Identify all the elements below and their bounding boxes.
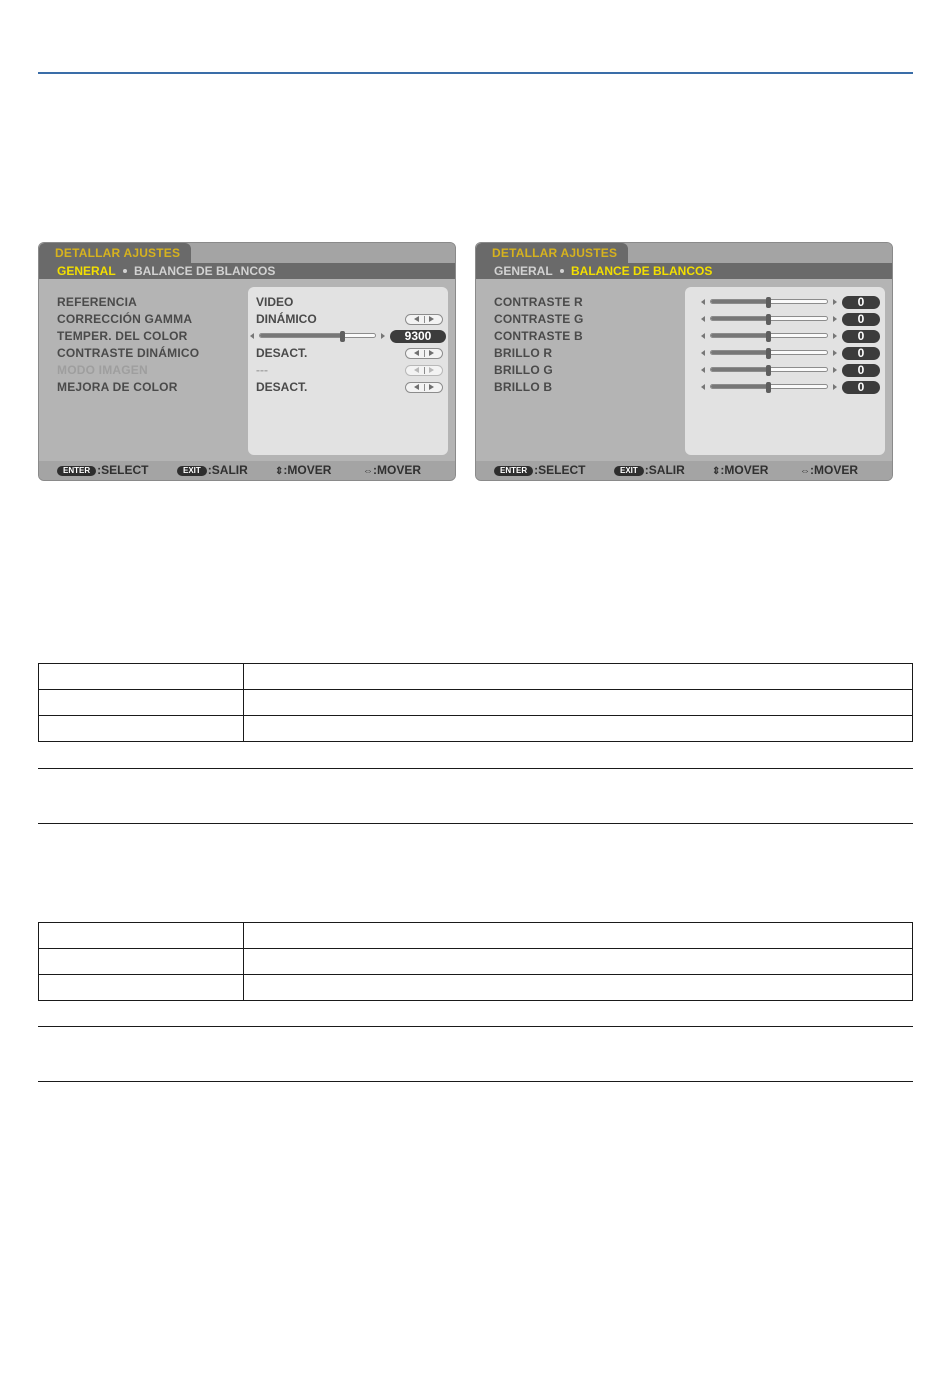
setting-label-contraste-b: CONTRASTE B (494, 329, 583, 343)
right-arrow-icon (429, 367, 434, 373)
slider-knob[interactable] (766, 382, 771, 393)
slider-contraste-b[interactable] (701, 330, 837, 342)
leftright-arrow-icon: ⇔ (363, 466, 373, 477)
right-arrow-icon[interactable] (429, 350, 434, 356)
right-arrow-icon[interactable] (429, 316, 434, 322)
slider-track[interactable] (710, 333, 828, 338)
slider-fill (711, 317, 769, 320)
footer-enter: ENTER :SELECT (57, 461, 148, 480)
slider-knob[interactable] (766, 348, 771, 359)
slider-track[interactable] (710, 316, 828, 321)
exit-key-icon: EXIT (177, 466, 207, 476)
right-arrow-icon[interactable] (429, 384, 434, 390)
slider-left-arrow-icon[interactable] (701, 299, 705, 305)
color-temp-slider[interactable] (250, 330, 385, 342)
table-cell (39, 923, 244, 949)
slider-value-brillo-g: 0 (842, 364, 880, 377)
slider-knob[interactable] (766, 297, 771, 308)
left-arrow-icon[interactable] (414, 384, 419, 390)
selector-divider (424, 316, 425, 323)
left-arrow-icon[interactable] (414, 350, 419, 356)
setting-label-brillo-b: BRILLO B (494, 380, 553, 394)
selector-divider (424, 384, 425, 391)
tab-separator-dot (123, 269, 127, 273)
left-right-selector (405, 365, 443, 376)
slider-fill (260, 334, 343, 337)
footer-leftright: ⇔:MOVER (800, 463, 858, 477)
osd-title: DETALLAR AJUSTES (39, 243, 191, 263)
footer-updown: ⇕:MOVER (712, 463, 769, 477)
setting-label-brillo-g: BRILLO G (494, 363, 553, 377)
osd-menu-general (38, 242, 456, 481)
divider (38, 1081, 913, 1082)
slider-contraste-g[interactable] (701, 313, 837, 325)
slider-knob[interactable] (340, 331, 345, 342)
color-temp-value: 9300 (390, 330, 446, 343)
table-cell (244, 975, 913, 1001)
slider-left-arrow-icon[interactable] (701, 384, 705, 390)
selector-divider (424, 367, 425, 374)
leftright-arrow-icon: ⇔ (800, 466, 810, 477)
slider-left-arrow-icon[interactable] (250, 333, 254, 339)
table-row (39, 664, 913, 690)
slider-knob[interactable] (766, 331, 771, 342)
left-right-selector[interactable] (405, 382, 443, 393)
setting-value-modo-imagen: --- (256, 363, 268, 377)
selector-divider (424, 350, 425, 357)
table-row (39, 975, 913, 1001)
enter-key-icon: ENTER (494, 466, 533, 476)
footer-leftright: ⇔:MOVER (363, 463, 421, 477)
slider-left-arrow-icon[interactable] (701, 316, 705, 322)
divider (38, 768, 913, 769)
slider-left-arrow-icon[interactable] (701, 350, 705, 356)
slider-track[interactable] (259, 333, 376, 338)
osd-footer (39, 461, 455, 480)
footer-exit: EXIT :SALIR (177, 461, 248, 480)
setting-label-mejora-de-color: MEJORA DE COLOR (57, 380, 178, 394)
setting-label-brillo-r: BRILLO R (494, 346, 553, 360)
osd-footer (476, 461, 892, 480)
slider-value-contraste-g: 0 (842, 313, 880, 326)
tab-general[interactable]: GENERAL (57, 264, 116, 278)
slider-right-arrow-icon[interactable] (833, 316, 837, 322)
setting-label-correccion-gamma: CORRECCIÓN GAMMA (57, 312, 193, 326)
slider-fill (711, 300, 769, 303)
updown-arrow-icon: ⇕ (275, 466, 284, 477)
table-cell (244, 923, 913, 949)
slider-right-arrow-icon[interactable] (833, 384, 837, 390)
slider-knob[interactable] (766, 314, 771, 325)
table-cell (39, 690, 244, 716)
footer-enter: ENTER :SELECT (494, 461, 585, 480)
left-arrow-icon[interactable] (414, 316, 419, 322)
settings-table-2 (38, 922, 913, 1001)
table-cell (39, 716, 244, 742)
setting-label-contraste-dinamico: CONTRASTE DINÁMICO (57, 346, 200, 360)
slider-track[interactable] (710, 299, 828, 304)
table-row (39, 923, 913, 949)
slider-brillo-g[interactable] (701, 364, 837, 376)
osd-subtabs (39, 263, 455, 279)
setting-value-correccion-gamma: DINÁMICO (256, 312, 317, 326)
slider-brillo-b[interactable] (701, 381, 837, 393)
setting-value-referencia: VIDEO (256, 295, 294, 309)
setting-label-contraste-r: CONTRASTE R (494, 295, 583, 309)
slider-right-arrow-icon[interactable] (833, 350, 837, 356)
exit-key-icon: EXIT (614, 466, 644, 476)
tab-balance-de-blancos[interactable]: BALANCE DE BLANCOS (571, 264, 713, 278)
setting-label-contraste-g: CONTRASTE G (494, 312, 584, 326)
footer-exit: EXIT :SALIR (614, 461, 685, 480)
enter-key-icon: ENTER (57, 466, 96, 476)
setting-label-temper-del-color: TEMPER. DEL COLOR (57, 329, 188, 343)
setting-value-mejora-de-color: DESACT. (256, 380, 308, 394)
setting-value-contraste-dinamico: DESACT. (256, 346, 308, 360)
slider-knob[interactable] (766, 365, 771, 376)
osd-menu-balance-de-blancos (475, 242, 893, 481)
left-right-selector[interactable] (405, 314, 443, 325)
top-rule (38, 72, 913, 74)
slider-value-contraste-r: 0 (842, 296, 880, 309)
slider-left-arrow-icon[interactable] (701, 367, 705, 373)
slider-brillo-r[interactable] (701, 347, 837, 359)
table-cell (244, 690, 913, 716)
tab-separator-dot (560, 269, 564, 273)
slider-right-arrow-icon[interactable] (833, 333, 837, 339)
table-cell (244, 664, 913, 690)
updown-arrow-icon: ⇕ (712, 466, 721, 477)
osd-title: DETALLAR AJUSTES (476, 243, 628, 263)
slider-fill (711, 351, 769, 354)
slider-value-brillo-b: 0 (842, 381, 880, 394)
slider-track[interactable] (710, 350, 828, 355)
osd-subtabs (476, 263, 892, 279)
divider (38, 1026, 913, 1027)
footer-updown: ⇕:MOVER (275, 463, 332, 477)
slider-value-brillo-r: 0 (842, 347, 880, 360)
table-row (39, 716, 913, 742)
table-row (39, 949, 913, 975)
table-row (39, 690, 913, 716)
divider (38, 823, 913, 824)
table-cell (39, 949, 244, 975)
setting-label-referencia: REFERENCIA (57, 295, 138, 309)
table-cell (39, 975, 244, 1001)
table-cell (244, 716, 913, 742)
table-cell (39, 664, 244, 690)
slider-contraste-r[interactable] (701, 296, 837, 308)
settings-table-1 (38, 663, 913, 742)
left-right-selector[interactable] (405, 348, 443, 359)
left-arrow-icon (414, 367, 419, 373)
table-cell (244, 949, 913, 975)
slider-value-contraste-b: 0 (842, 330, 880, 343)
slider-right-arrow-icon[interactable] (833, 299, 837, 305)
slider-right-arrow-icon[interactable] (381, 333, 385, 339)
slider-track[interactable] (710, 384, 828, 389)
slider-fill (711, 368, 769, 371)
tab-balance-de-blancos[interactable]: BALANCE DE BLANCOS (134, 264, 276, 278)
slider-track[interactable] (710, 367, 828, 372)
slider-right-arrow-icon[interactable] (833, 367, 837, 373)
tab-general[interactable]: GENERAL (494, 264, 553, 278)
slider-fill (711, 334, 769, 337)
slider-left-arrow-icon[interactable] (701, 333, 705, 339)
setting-label-modo-imagen: MODO IMAGEN (57, 363, 148, 377)
slider-fill (711, 385, 769, 388)
